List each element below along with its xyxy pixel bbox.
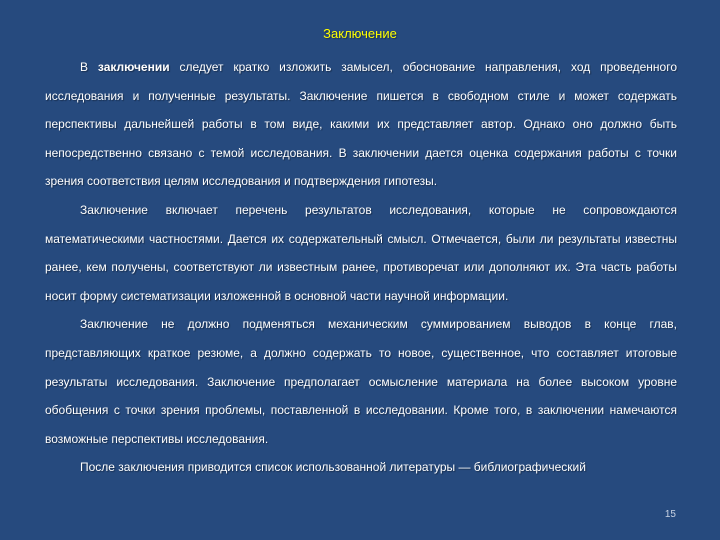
paragraph-1-text: следует кратко изложить замысел, обоснование направления, ход проведенного исследования и полученные результаты. Заключение пишется в свободном стиле и может содержать перспективы дальнейшей работы в том виде, какими их представляет автор. Однако оно должно быть непосредственно связано с темой исследования. В заключении дается оценка содержания работы с точки зрения соответствия целям исследования и подтверждения гипотезы. bbox=[45, 60, 678, 189]
page-number: 15 bbox=[664, 509, 676, 520]
paragraph-1 bbox=[45, 53, 677, 196]
slide-body bbox=[45, 53, 677, 482]
paragraph-4: После заключения приводится список использованной литературы — библиографический bbox=[80, 460, 586, 475]
paragraph-1-bold-term: заключении bbox=[97, 60, 170, 74]
slide-title: Заключение bbox=[323, 26, 397, 41]
paragraph-3: Заключение не должно подменяться механическим суммированием выводов в конце глав, представляющих краткое резюме, а должно содержать то новое, существенное, что составляет итоговые результаты исследования. Заключение предполагает осмысление материала на более высоком уровне обобщения с точки зрения проблемы, поставленной в исследовании. Кроме того, в заключении намечаются возможные перспективы исследования. bbox=[45, 317, 677, 446]
paragraph-2: Заключение включает перечень результатов исследования, которые не сопровождаются математическими частностями. Дается их содержательный смысл. Отмечается, были ли результаты известны ранее, кем получены, соответствуют ли известным ранее, противоречат или дополняют их. Эта часть работы носит форму систематизации изложенной в основной части научной информации. bbox=[45, 202, 677, 303]
paragraph-1-lead: В bbox=[80, 60, 89, 74]
